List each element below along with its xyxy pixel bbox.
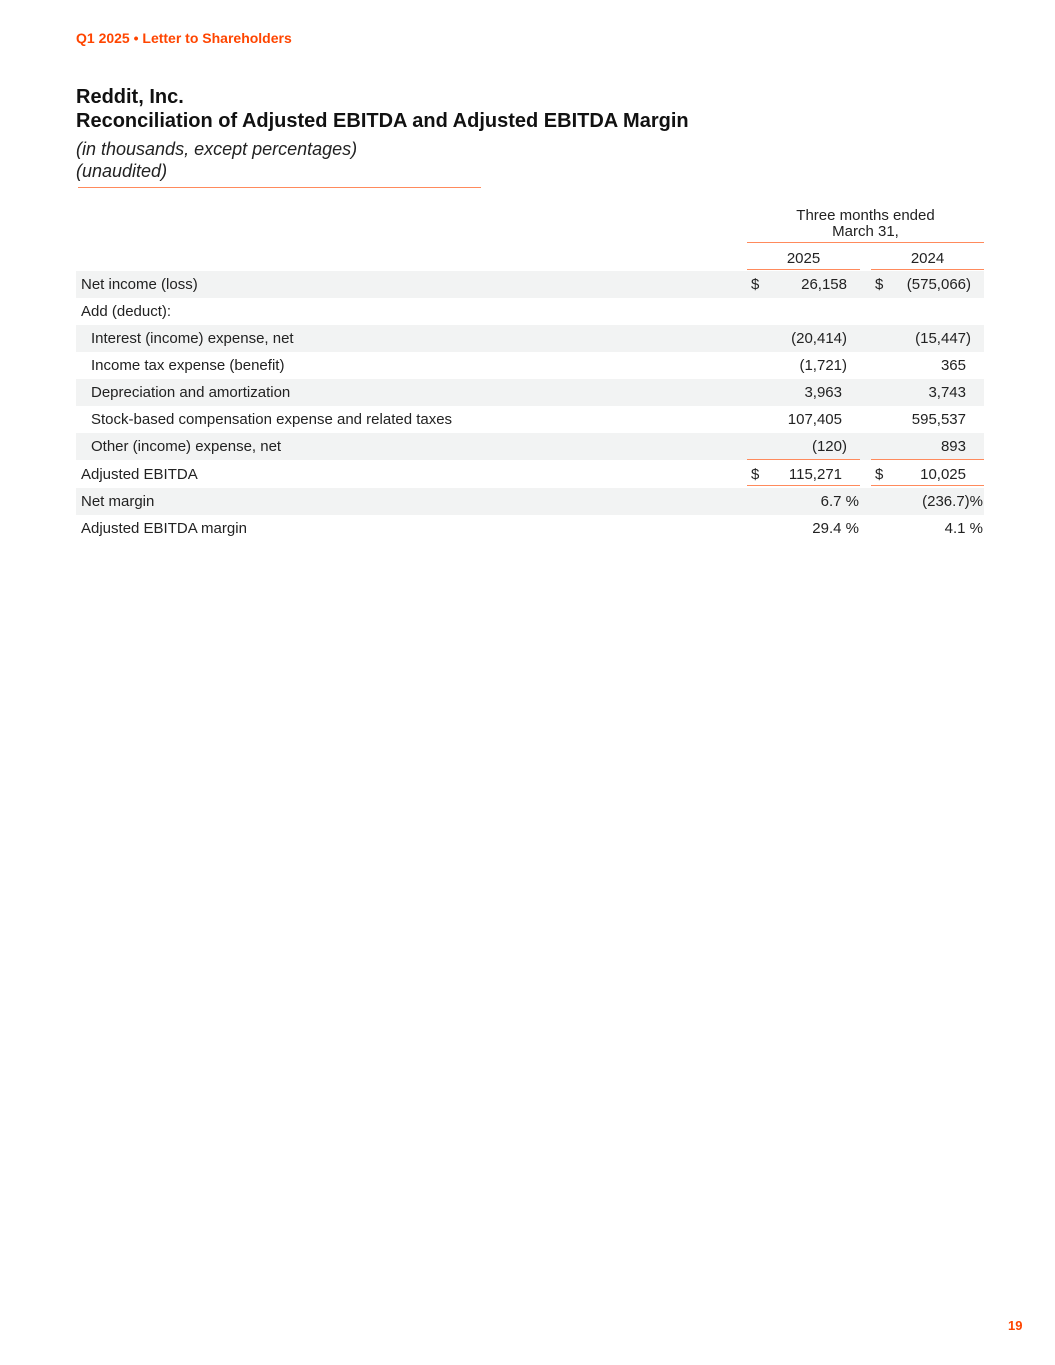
row-label: Interest (income) expense, net [91,330,294,347]
year-2025-header: 2025 [786,250,821,267]
currency-symbol: $ [875,466,884,483]
value-2025: 6.7 % [820,493,859,510]
currency-symbol: $ [751,466,760,483]
row-label: Add (deduct): [81,303,172,320]
table-row-depreciation [76,379,984,406]
value-2024: 365 [940,357,966,374]
period-rule [747,242,984,243]
year-rule-2025 [747,269,860,270]
table-row-net-margin [76,488,984,515]
row-label: Net income (loss) [81,276,198,293]
value-2025: (1,721) [799,357,847,374]
year-rule-2024 [871,269,984,270]
table-row-interest [76,325,984,352]
table-row-adjusted-ebitda-margin [76,515,984,542]
company-name: Reddit, Inc. [76,86,184,108]
audit-note: (unaudited) [76,161,168,181]
currency-symbol: $ [875,276,884,293]
value-2025: (20,414) [791,330,847,347]
value-2024: 10,025 [920,466,966,483]
value-2025: 3,963 [804,384,842,401]
year-2024-header: 2024 [910,250,945,267]
table-row-sbc [76,406,984,433]
value-2025: 115,271 [788,466,842,483]
value-2024: (236.7)% [922,493,983,510]
subtotal-rule-2024 [871,459,984,460]
units-note: (in thousands, except percentages) [76,139,358,159]
row-label: Adjusted EBITDA [81,466,198,483]
value-2025: 26,158 [801,276,847,293]
period-header-line2: March 31, [832,223,899,240]
value-2025: (120) [811,438,847,455]
value-2024: (15,447) [915,330,971,347]
table-row-other [76,433,984,460]
value-2024: (575,066) [906,276,971,293]
table-row-income-tax [76,352,984,379]
row-label: Depreciation and amortization [91,384,291,401]
subtotal-rule-2025 [747,459,860,460]
value-2024: 3,743 [928,384,966,401]
value-2024: 595,537 [911,411,966,428]
page-header: Q1 2025 • Letter to Shareholders [76,30,292,46]
row-label: Stock-based compensation expense and related taxes [91,411,453,428]
report-title: Reconciliation of Adjusted EBITDA and Adjusted EBITDA Margin [76,110,689,132]
currency-symbol: $ [751,276,760,293]
table-row-adjusted-ebitda [76,461,984,488]
title-rule [78,187,481,188]
value-2024: 4.1 % [944,520,983,537]
row-label: Net margin [81,493,155,510]
row-label: Income tax expense (benefit) [91,357,285,374]
value-2025: 107,405 [787,411,842,428]
period-header-line1: Three months ended [796,207,935,224]
row-label: Other (income) expense, net [91,438,282,455]
value-2025: 29.4 % [812,520,859,537]
period-header [747,208,984,240]
row-label: Adjusted EBITDA margin [81,520,247,537]
table-row-net-income [76,271,984,298]
table-row-add-deduct [76,298,984,325]
value-2024: 893 [940,438,966,455]
page-number: 19 [1008,1318,1023,1333]
